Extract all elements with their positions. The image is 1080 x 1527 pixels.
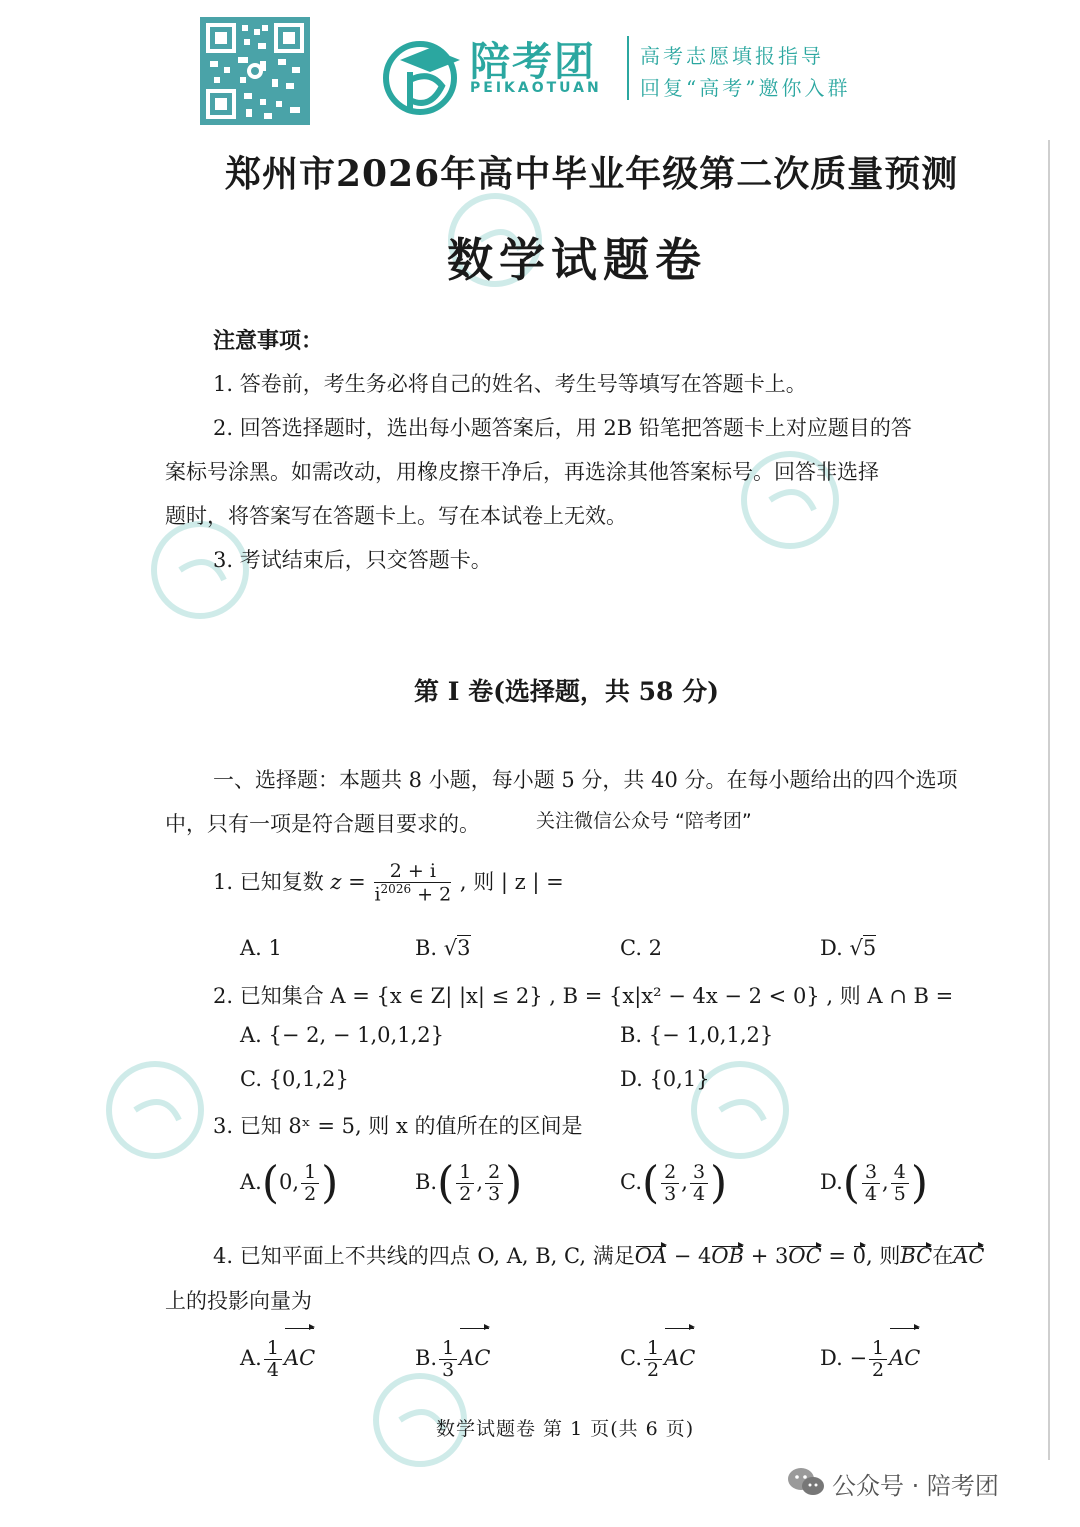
vec-oa: OA bbox=[634, 1244, 668, 1268]
q2-option-b: B. {− 1,0,1,2} bbox=[620, 1023, 774, 1047]
notice-heading: 注意事项： bbox=[213, 328, 324, 354]
question-2-stem: 2. 已知集合 A = {x ∈ Z| |x| ≤ 2} , B = {x|x² − 4x − 2 < 0} , 则 A ∩ B = bbox=[213, 984, 954, 1008]
notice-item-2-line-1: 2. 回答选择题时，选出每小题答案后，用 2B 铅笔把答题卡上对应题目的答 bbox=[213, 416, 912, 440]
q3-a-label: A. bbox=[240, 1170, 262, 1194]
q3-a-num: 1 bbox=[301, 1162, 319, 1184]
vec-bc: BC bbox=[900, 1244, 933, 1268]
q4-b-den: 3 bbox=[442, 1359, 455, 1381]
q1-fraction bbox=[374, 861, 451, 905]
q4-c-den: 2 bbox=[647, 1359, 660, 1381]
exam-subtitle: 数学试题卷 bbox=[447, 233, 707, 287]
q1-den-tail: + 2 bbox=[417, 883, 452, 906]
q2-option-a: A. {− 2, − 1,0,1,2} bbox=[240, 1023, 444, 1047]
section-intro-line-2: 中，只有一项是符合题目要求的。 bbox=[165, 812, 480, 836]
header-divider bbox=[627, 36, 629, 100]
q4-b-vec-ac: AC bbox=[459, 1326, 490, 1390]
q3-option-b: B.( $\frac{1}{2}$ , $\frac{2}{3}$ ) bbox=[415, 1157, 523, 1209]
q1-den-exp: 2026 bbox=[380, 882, 412, 897]
q4-d-label: D. − bbox=[820, 1346, 868, 1370]
header-tagline-2: 回复“高考”邀你入群 bbox=[640, 76, 851, 100]
q4-c-vec-ac: AC bbox=[664, 1326, 695, 1390]
q1-prefix: 1. 已知复数 bbox=[213, 870, 324, 894]
q3-b-d2: 3 bbox=[488, 1183, 501, 1205]
wechat-follow-note: 关注微信公众号 “陪考团” bbox=[536, 810, 752, 832]
question-4-stem-line-2: 上的投影向量为 bbox=[165, 1289, 312, 1313]
q4-b-label: B. bbox=[415, 1346, 438, 1370]
q1-denominator bbox=[374, 883, 451, 905]
q1-z: z bbox=[330, 870, 342, 894]
question-4-stem-line-1 bbox=[213, 1240, 984, 1270]
wechat-account-label: 公众号 · 陪考团 bbox=[832, 1472, 999, 1500]
q4-a-label: A. bbox=[240, 1346, 262, 1370]
q3-a-left: 0, bbox=[279, 1170, 300, 1194]
q4-minus4: − 4 bbox=[667, 1244, 712, 1268]
notice-item-2-line-3: 题时，将答案写在答题卡上。写在本试卷上无效。 bbox=[165, 504, 627, 528]
q3-b-d1: 2 bbox=[459, 1183, 472, 1205]
q3-option-c: C.( $\frac{2}{3}$ , $\frac{3}{4}$ ) bbox=[620, 1157, 728, 1209]
q4-eq0: = bbox=[821, 1244, 853, 1268]
q1-option-c: C. 2 bbox=[620, 936, 663, 960]
q4-option-b bbox=[415, 1326, 490, 1390]
q3-c-d2: 4 bbox=[692, 1183, 706, 1205]
q3-d-label: D. bbox=[820, 1170, 843, 1194]
q1-numerator: 2 + i bbox=[374, 861, 451, 883]
q4-then: , 则 bbox=[866, 1244, 901, 1268]
vec-oc: OC bbox=[788, 1244, 822, 1268]
q3-d-n1: 3 bbox=[862, 1162, 880, 1184]
q4-stem-a: 4. 已知平面上不共线的四点 O, A, B, C, 满足 bbox=[213, 1244, 635, 1268]
notice-item-1: 1. 答卷前，考生务必将自己的姓名、考生号等填写在答题卡上。 bbox=[213, 372, 807, 396]
wechat-icon bbox=[786, 1466, 826, 1498]
q4-on: 在 bbox=[932, 1244, 954, 1268]
q1-option-d-radicand: 5 bbox=[862, 936, 877, 960]
section-title: 第 Ⅰ 卷(选择题，共 58 分) bbox=[414, 677, 719, 706]
header-tagline-1: 高考志愿填报指导 bbox=[640, 44, 824, 68]
q2-option-d: D. {0,1} bbox=[620, 1067, 710, 1091]
q4-a-vec-ac: AC bbox=[284, 1326, 315, 1390]
q1-option-b-radicand: 3 bbox=[457, 936, 471, 960]
peikaotuan-logo-icon bbox=[380, 30, 470, 120]
q3-c-n1: 2 bbox=[661, 1162, 679, 1184]
qr-code bbox=[200, 17, 310, 125]
question-3-stem: 3. 已知 8ˣ = 5, 则 x 的值所在的区间是 bbox=[213, 1114, 583, 1138]
q3-d-d2: 5 bbox=[893, 1183, 906, 1205]
q1-eq: = bbox=[348, 870, 366, 894]
notice-item-3: 3. 考试结束后，只交答题卡。 bbox=[213, 548, 492, 572]
q4-plus3: + 3 bbox=[744, 1244, 789, 1268]
q1-option-a: A. 1 bbox=[240, 936, 282, 960]
q3-c-n2: 3 bbox=[690, 1162, 708, 1184]
q3-b-n1: 1 bbox=[456, 1162, 474, 1184]
q1-den-base: i bbox=[374, 883, 381, 906]
q1-option-b-prefix: B. √ bbox=[415, 936, 458, 960]
vec-zero: 0 bbox=[852, 1244, 866, 1268]
vec-ac: AC bbox=[953, 1244, 985, 1268]
q3-a-den: 2 bbox=[304, 1183, 317, 1205]
vec-ob: OB bbox=[711, 1244, 745, 1268]
q3-option-d: D.( $\frac{3}{4}$ , $\frac{4}{5}$ ) bbox=[820, 1157, 928, 1209]
q3-b-n2: 2 bbox=[485, 1162, 503, 1184]
page-footer: 数学试题卷 第 1 页(共 6 页) bbox=[436, 1418, 695, 1440]
exam-title: 郑州市2026年高中毕业年级第二次质量预测 bbox=[225, 153, 959, 195]
q4-option-d bbox=[820, 1326, 920, 1390]
question-1-stem bbox=[213, 852, 564, 912]
brand-name-cn: 陪考团 bbox=[470, 39, 596, 85]
q1-suffix: , 则 | z | = bbox=[459, 870, 564, 894]
notice-item-2-line-2: 案标号涂黑。如需改动，用橡皮擦干净后，再选涂其他答案标号。回答非选择 bbox=[165, 460, 879, 484]
page-edge-line bbox=[1048, 140, 1050, 1460]
q4-option-c bbox=[620, 1326, 695, 1390]
q3-b-label: B. bbox=[415, 1170, 438, 1194]
q4-c-label: C. bbox=[620, 1346, 642, 1370]
q3-c-d1: 3 bbox=[664, 1183, 677, 1205]
q3-d-n2: 4 bbox=[891, 1162, 909, 1184]
q3-option-a: A.(0, $\frac{1}{2}$ ) bbox=[240, 1157, 339, 1209]
q4-d-num: 1 bbox=[869, 1338, 887, 1360]
q2-option-c: C. {0,1,2} bbox=[240, 1067, 349, 1091]
brand-name-en: PEIKAOTUAN bbox=[470, 80, 602, 96]
q1-option-d-prefix: D. √ bbox=[820, 936, 863, 960]
q4-c-num: 1 bbox=[644, 1338, 662, 1360]
q4-d-den: 2 bbox=[872, 1359, 885, 1381]
q1-option-b bbox=[415, 936, 471, 960]
q4-option-a bbox=[240, 1326, 315, 1390]
q1-option-d bbox=[820, 936, 876, 960]
q4-a-den: 4 bbox=[266, 1359, 279, 1381]
q4-b-num: 1 bbox=[439, 1338, 457, 1360]
q3-d-d1: 4 bbox=[864, 1183, 878, 1205]
q4-d-vec-ac: AC bbox=[889, 1326, 920, 1390]
q4-a-num: 1 bbox=[264, 1338, 282, 1360]
q3-c-label: C. bbox=[620, 1170, 642, 1194]
section-intro-line-1: 一、选择题：本题共 8 小题，每小题 5 分，共 40 分。在每小题给出的四个选项 bbox=[213, 768, 958, 792]
